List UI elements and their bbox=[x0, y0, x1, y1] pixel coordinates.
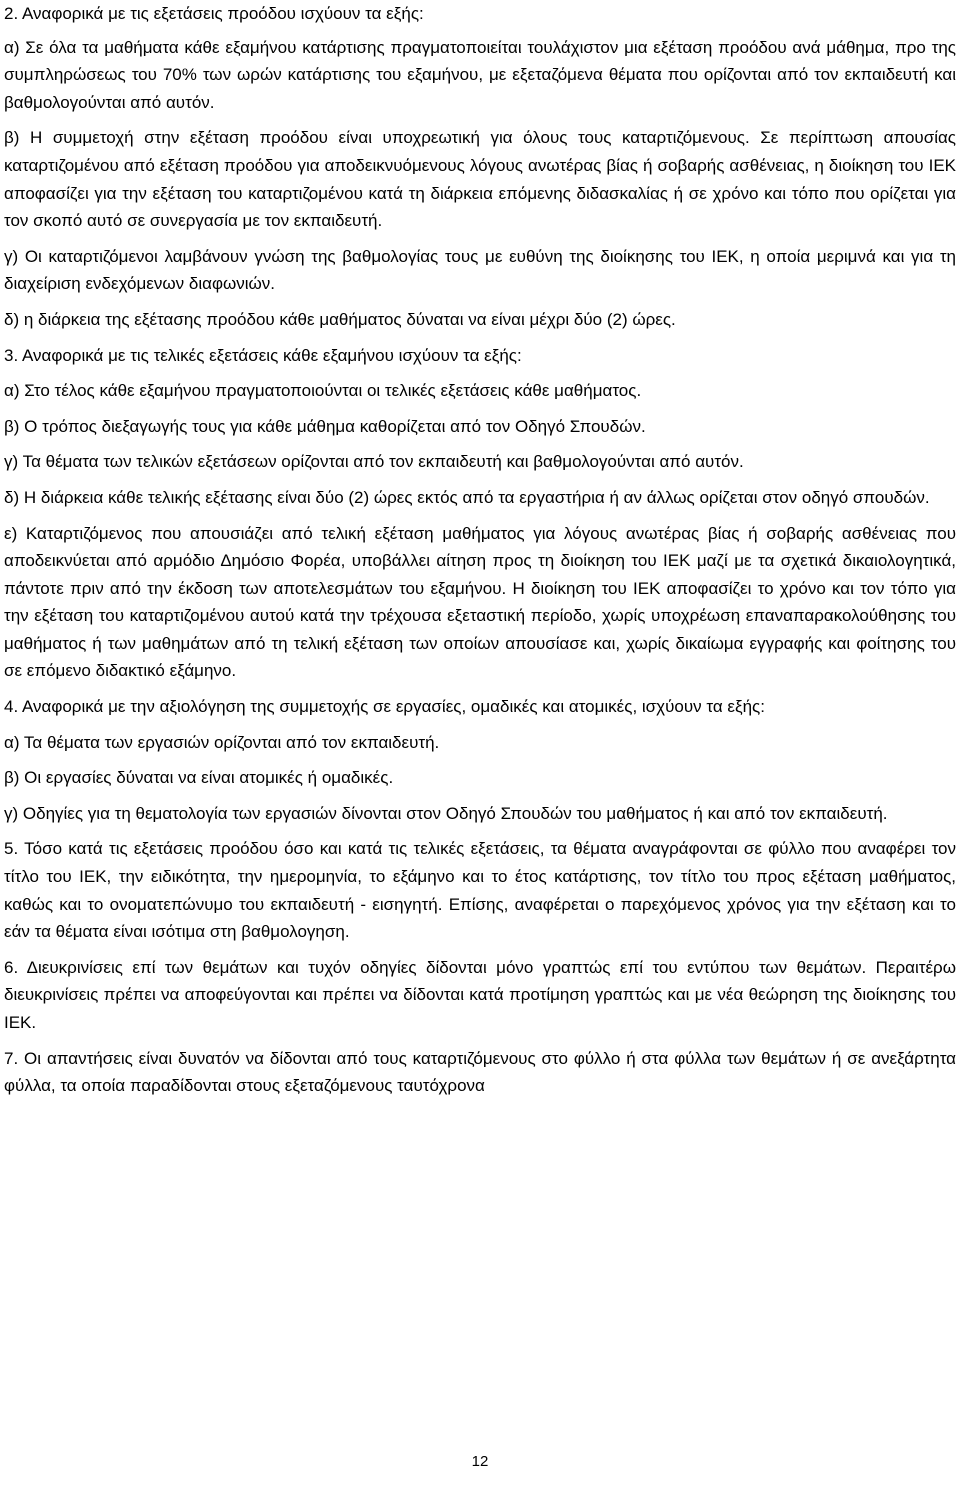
section-4c-paragraph: γ) Οδηγίες για τη θεματολογία των εργασιών δίνονται στον Οδηγό Σπουδών του μαθήματος ή και από τον εκπαιδευτή. bbox=[4, 803, 888, 823]
section-4-heading: 4. Αναφορικά με την αξιολόγηση της συμμετοχής σε εργασίες, ομαδικές και ατομικές, ισχύουν τα εξής: bbox=[4, 697, 765, 717]
section-2d-paragraph: δ) η διάρκεια της εξέτασης προόδου κάθε μαθήματος δύναται να είναι μέχρι δύο (2) ώρες. bbox=[4, 309, 676, 329]
section-4a-paragraph: α) Τα θέματα των εργασιών ορίζονται από τον εκπαιδευτή. bbox=[4, 732, 440, 752]
section-6-paragraph: 6. Διευκρινίσεις επί των θεμάτων και τυχόν οδηγίες δίδονται μόνο γραπτώς επί του εντύπου των θεμάτων. Περαιτέρω διευκρινίσεις πρέπει να αποφεύγονται και πρέπει να δίδονται κατά προτίμηση γραπτώς και με νέα θεώρηση της διοίκησης του ΙΕΚ. bbox=[4, 957, 956, 1032]
section-3e-paragraph: ε) Καταρτιζόμενος που απουσιάζει από τελική εξέταση μαθήματος για λόγους ανωτέρας βίας ή σοβαρής ασθένειας που αποδεικνύεται από αρμόδιο Δημόσιο Φορέα, υποβάλλει αίτηση προς τη διοίκηση του ΙΕΚ μαζί με τα σχετικά δικαιολογητικά, πάντοτε πριν από την έκδοση των αποτελεσμάτων του εξαμήνου. Η διοίκηση του ΙΕΚ αποφασίζει το χρόνο και τον τόπο για την εξέταση του καταρτιζομένου αυτού κατά την τρέχουσα εξεταστική περίοδο, χωρίς υποχρέωση επαναπαρακολούθησης του μαθήματος ή των μαθημάτων από τη τελική εξέταση των οποίων απουσίασε και, χωρίς δικαίωμα εγγραφής και φοίτησης του σε επόμενο διδακτικό εξάμηνο. bbox=[4, 523, 956, 681]
section-7-paragraph: 7. Οι απαντήσεις είναι δυνατόν να δίδονται από τους καταρτιζόμενους στο φύλλο ή στα φύλλα των θεμάτων ή σε ανεξάρτητα φύλλα, τα οποία παραδίδονται στους εξεταζόμενους ταυτόχρονα bbox=[4, 1048, 956, 1096]
section-4b-paragraph: β) Οι εργασίες δύναται να είναι ατομικές ή ομαδικές. bbox=[4, 768, 394, 788]
section-2c-paragraph: γ) Οι καταρτιζόμενοι λαμβάνουν γνώση της βαθμολογίας τους με ευθύνη της διοίκησης του ΙΕΚ, η οποία μεριμνά και για τη διαχείριση ενδεχόμενων διαφωνιών. bbox=[4, 246, 956, 294]
section-5-paragraph: 5. Τόσο κατά τις εξετάσεις προόδου όσο και κατά τις τελικές εξετάσεις, τα θέματα αναγράφονται σε φύλλο που αναφέρει τον τίτλο του ΙΕΚ, την ειδικότητα, την ημερομηνία, το εξάμηνο και το έτος κατάρτισης, τον τίτλο του προς εξέταση μαθήματος, καθώς και το ονοματεπώνυμο του εκπαιδευτή - εισηγητή. Επίσης, αναφέρεται ο παρεχόμενος χρόνος για την εξέταση και το εάν τα θέματα είναι ισότιμα στη βαθμολογηση. bbox=[4, 839, 956, 942]
section-3b-paragraph: β) Ο τρόπος διεξαγωγής τους για κάθε μάθημα καθορίζεται από τον Οδηγό Σπουδών. bbox=[4, 416, 646, 436]
section-3c-paragraph: γ) Τα θέματα των τελικών εξετάσεων ορίζονται από τον εκπαιδευτή και βαθμολογούνται από αυτόν. bbox=[4, 452, 744, 472]
section-2a-paragraph: α) Σε όλα τα μαθήματα κάθε εξαμήνου κατάρτισης πραγματοποιείται τουλάχιστον μια εξέταση προόδου ανά μάθημα, προ της συμπληρώσεως του 70% των ωρών κατάρτισης του εξαμήνου, με εξεταζόμενα θέματα που ορίζονται από τον εκπαιδευτή και βαθμολογούνται από αυτόν. bbox=[4, 37, 956, 112]
section-2b-paragraph: β) Η συμμετοχή στην εξέταση προόδου είναι υποχρεωτική για όλους τους καταρτιζόμενους. Σε περίπτωση απουσίας καταρτιζομένου από εξέταση προόδου για αποδεικνυόμενους λόγους ανωτέρας βίας ή σοβαρής ασθένειας, η διοίκηση του ΙΕΚ αποφασίζει για την εξέταση του καταρτιζομένου κατά τη διάρκεια επόμενης διδασκαλίας ή σε χρόνο και τόπο που ορίζεται για τον σκοπό αυτό σε συνεργασία με τον εκπαιδευτή. bbox=[4, 128, 956, 231]
page-number: 12 bbox=[471, 1453, 489, 1470]
section-3d-paragraph: δ) Η διάρκεια κάθε τελικής εξέτασης είναι δύο (2) ώρες εκτός από τα εργαστήρια ή αν άλλως ορίζεται στον οδηγό σπουδών. bbox=[4, 487, 930, 507]
section-3a-paragraph: α) Στο τέλος κάθε εξαμήνου πραγματοποιούνται οι τελικές εξετάσεις κάθε μαθήματος. bbox=[4, 381, 642, 401]
section-3-heading: 3. Αναφορικά με τις τελικές εξετάσεις κάθε εξαμήνου ισχύουν τα εξής: bbox=[4, 345, 522, 365]
section-2-heading: 2. Αναφορικά με τις εξετάσεις προόδου ισχύουν τα εξής: bbox=[4, 4, 424, 23]
